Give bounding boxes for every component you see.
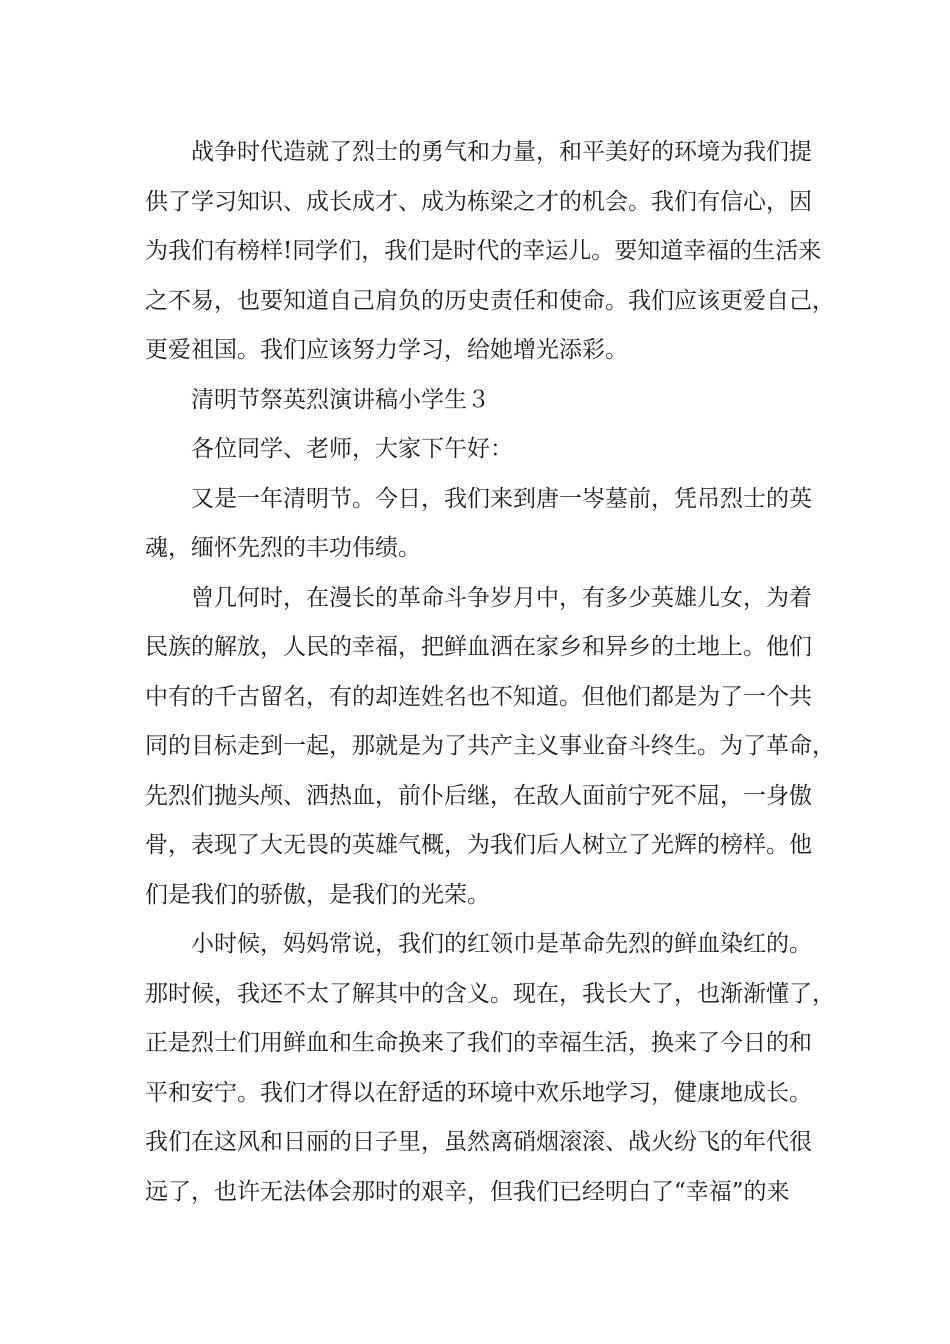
text-line: 各位同学、老师，大家下午好： xyxy=(191,436,513,462)
text-line: 清明节祭英烈演讲稿小学生３ xyxy=(191,386,490,413)
text-line: 民族的解放，人民的幸福，把鲜血洒在家乡和异乡的土地上。他们 xyxy=(145,634,812,660)
text-line: 我们在这风和日丽的日子里，虽然离硝烟滚滚、战火纷飞的年代很 xyxy=(145,1129,812,1155)
text-line: 们是我们的骄傲，是我们的光荣。 xyxy=(145,881,490,908)
text-line: 曾几何时，在漫长的革命斗争岁月中，有多少英雄儿女，为着 xyxy=(191,584,812,611)
text-line: 骨，表现了大无畏的英雄气概，为我们后人树立了光辉的榜样。他 xyxy=(145,832,812,858)
paragraph-closing-call xyxy=(145,128,835,376)
text-line: 正是烈士们用鲜血和生命换来了我们的幸福生活，换来了今日的和 xyxy=(145,1030,812,1056)
text-line: 远了，也许无法体会那时的艰辛，但我们已经明白了“幸福”的来 xyxy=(145,1178,790,1205)
paragraph-history xyxy=(145,574,835,921)
text-line: 战争时代造就了烈士的勇气和力量，和平美好的环境为我们提 xyxy=(191,139,812,165)
text-line: 中有的千古留名，有的却连姓名也不知道。但他们都是为了一个共 xyxy=(145,683,812,710)
text-line: 为我们有榜样!同学们，我们是时代的幸运儿。要知道幸福的生活来 xyxy=(145,238,822,264)
text-line: 平和安宁。我们才得以在舒适的环境中欢乐地学习，健康地成长。 xyxy=(145,1079,812,1106)
text-line: 那时候，我还不太了解其中的含义。现在，我长大了，也渐渐懂了， xyxy=(145,980,835,1007)
text-line: 魂，缅怀先烈的丰功伟绩。 xyxy=(145,535,421,561)
paragraph-intro xyxy=(145,475,835,574)
document-body xyxy=(145,128,835,1217)
section-title xyxy=(145,376,835,426)
text-line: 同的目标走到一起，那就是为了共产主义事业奋斗终生。为了革命， xyxy=(145,733,835,759)
text-line: 供了学习知识、成长成才、成为栋梁之才的机会。我们有信心，因 xyxy=(145,188,812,215)
text-line: 小时候，妈妈常说，我们的红领巾是革命先烈的鲜血染红的。 xyxy=(191,931,812,957)
text-line: 更爱祖国。我们应该努力学习，给她增光添彩。 xyxy=(145,337,628,363)
paragraph-childhood xyxy=(145,920,835,1217)
paragraph-greeting xyxy=(145,425,835,475)
text-line: 之不易，也要知道自己肩负的历史责任和使命。我们应该更爱自己， xyxy=(145,287,835,314)
text-line: 先烈们抛头颅、洒热血，前仆后继，在敌人面前宁死不屈，一身傲 xyxy=(145,782,812,809)
text-line: 又是一年清明节。今日，我们来到唐一岑墓前，凭吊烈士的英 xyxy=(191,485,812,512)
